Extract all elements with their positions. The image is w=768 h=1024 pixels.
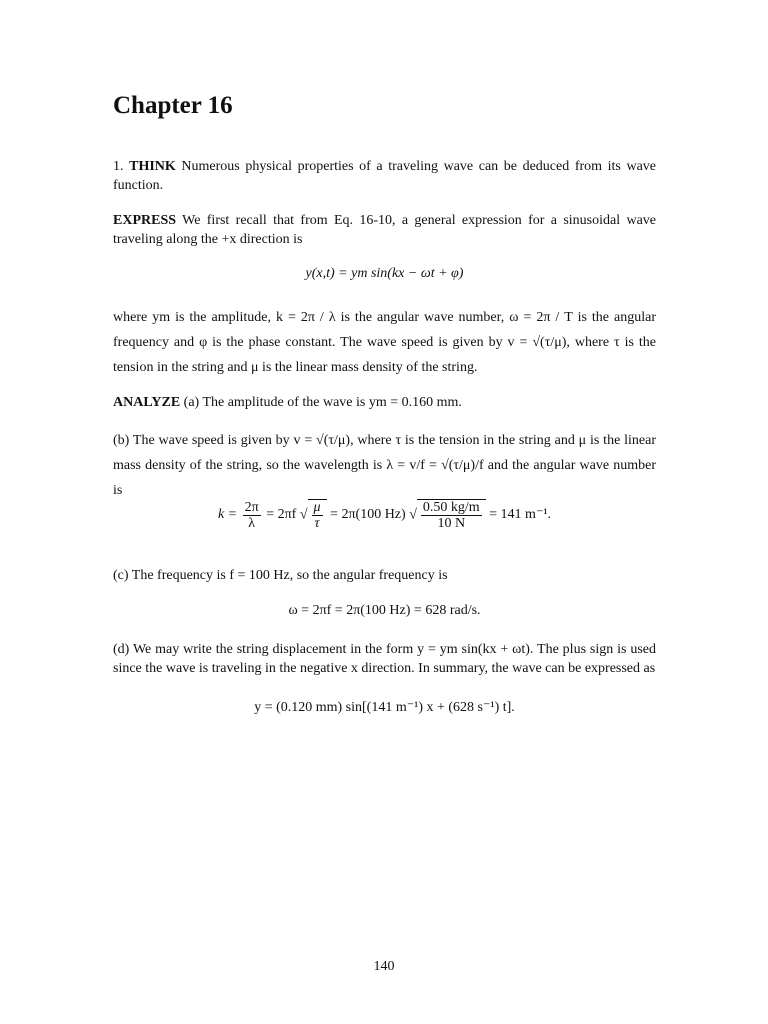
sqrt-values: √ $\frac{0.50 kg/m}{10 N}$ [409, 499, 485, 531]
angular-frequency-equation: ω = 2πf = 2π(100 Hz) = 628 rad/s. [288, 603, 481, 618]
final-wave-equation: y = (0.120 mm) sin[(141 m⁻¹) x + (628 s⁻¹) t]. [254, 700, 515, 715]
chapter-title: Chapter 16 [113, 92, 233, 119]
sqrt-numerator: μ [313, 500, 321, 515]
fraction-denominator: λ [248, 515, 256, 531]
sqrt-values-numerator: 0.50 kg/m [422, 500, 480, 515]
angular-wave-number-equation [113, 499, 656, 531]
part-d-paragraph: (d) We may write the string displacement in the form y = ym sin(kx + ωt). The plus sign is used since the wave is traveling in the negative x direction. In summary, the wave can be expressed as [113, 642, 656, 676]
analyze-text: (a) The amplitude of the wave is ym = 0.160 mm. [183, 395, 462, 410]
fraction-numerator: 2π [244, 499, 259, 515]
eq-k-mid2: = 2π(100 Hz) [330, 507, 406, 523]
sqrt-mu-tau: √ $\frac{\mu}{\tau}$ [300, 499, 327, 531]
eq-k-result: = 141 m⁻¹. [489, 507, 552, 523]
analyze-label: ANALYZE [113, 395, 181, 410]
express-paragraph [113, 211, 656, 249]
page-number: 140 [373, 959, 395, 974]
express-label: EXPRESS [113, 213, 177, 228]
where-paragraph: where ym is the amplitude, k = 2π / λ is the angular wave number, ω = 2π / T is the angular frequency and φ is the phase constant. The wave speed is given by v = √(τ/μ), where τ is the tension in the string and μ is the linear mass density of the string. [113, 310, 656, 375]
problem-number: 1. [113, 159, 124, 174]
fraction-2pi-lambda [243, 500, 261, 531]
eq-k-mid1: = 2πf [266, 507, 297, 523]
analyze-paragraph [113, 393, 656, 412]
part-c-paragraph: (c) The frequency is f = 100 Hz, so the angular frequency is [113, 568, 448, 583]
sqrt-denominator: τ [314, 516, 320, 531]
think-text: Numerous physical properties of a traveling wave can be deduced from its wave function. [113, 159, 657, 193]
sqrt-values-denominator: 10 N [437, 516, 466, 531]
eq-k-lhs: k = [217, 507, 238, 523]
part-b-paragraph: (b) The wave speed is given by v = √(τ/μ), where τ is the tension in the string and μ is the linear mass density of the string, so the wavelength is λ = v/f = √(τ/μ)/f and the angular wave number is [113, 433, 656, 498]
problem-intro [113, 157, 656, 195]
think-label: THINK [129, 159, 176, 174]
express-text: We first recall that from Eq. 16-10, a general expression for a sinusoidal wave traveling along the +x direction is [113, 213, 656, 247]
wave-equation: y(x,t) = ym sin(kx − ωt + φ) [305, 266, 464, 281]
